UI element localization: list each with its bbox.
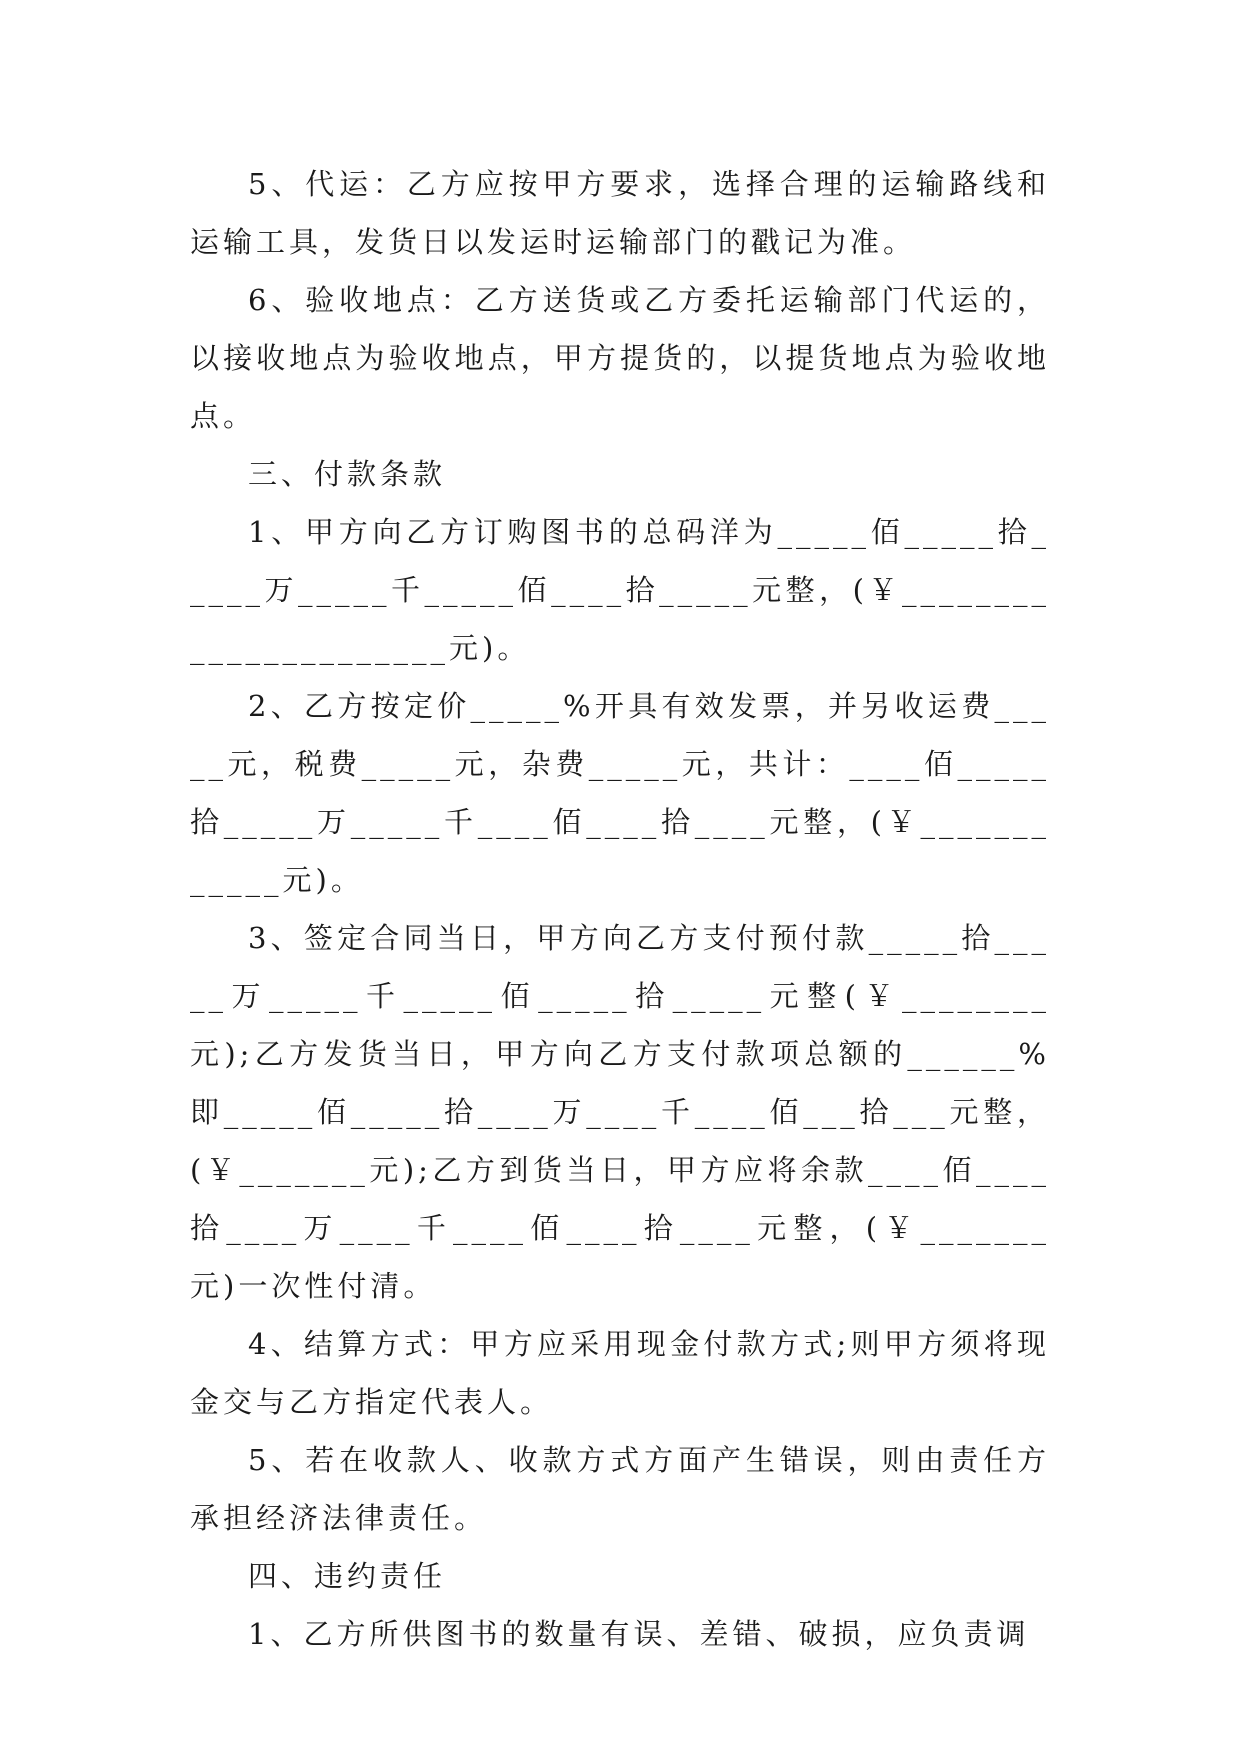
section-3-heading: 三、付款条款 bbox=[248, 457, 447, 491]
document-page bbox=[190, 155, 1050, 1663]
section-4-heading: 四、违约责任 bbox=[248, 1559, 447, 1593]
clause-4-1-defects: 1、乙方所供图书的数量有误、差错、破损，应负责调 bbox=[248, 1617, 1030, 1651]
clause-3-4-settlement-method: 4、结算方式：甲方应采用现金付款方式;则甲方须将现金交与乙方指定代表人。 bbox=[190, 1327, 1050, 1419]
clause-3-5-payment-errors: 5、若在收款人、收款方式方面产生错误，则由责任方承担经济法律责任。 bbox=[190, 1443, 1050, 1535]
clause-2-6-acceptance-location: 6、验收地点：乙方送货或乙方委托运输部门代运的，以接收地点为验收地点，甲方提货的，以提货地点为验收地点。 bbox=[190, 283, 1050, 433]
clause-2-5-shipping: 5、代运：乙方应按甲方要求，选择合理的运输路线和运输工具，发货日以发运时运输部门的戳记为准。 bbox=[190, 167, 1050, 259]
clause-3-1-total-price: 1、甲方向乙方订购图书的总码洋为_____佰_____拾_____万_____千_____佰____拾_____元整，(￥______________________元)。 bbox=[190, 515, 1050, 665]
clause-3-3-payment-schedule: 3、签定合同当日，甲方向乙方支付预付款_____拾_____万_____千_____佰_____拾_____元整(￥________元);乙方发货当日，甲方向乙方支付款项总额的______%即_____佰_____拾____万____千____佰___拾___元整，(￥_______元);乙方到货当日，甲方应将余款____佰____拾____万____千____佰____拾____元整，(￥_______元)一次性付清。 bbox=[190, 921, 1050, 1303]
clause-3-2-invoice-fees: 2、乙方按定价_____%开具有效发票，并另收运费_____元，税费_____元，杂费_____元，共计：____佰_____拾_____万_____千____佰____拾____元整，(￥____________元)。 bbox=[190, 689, 1050, 897]
